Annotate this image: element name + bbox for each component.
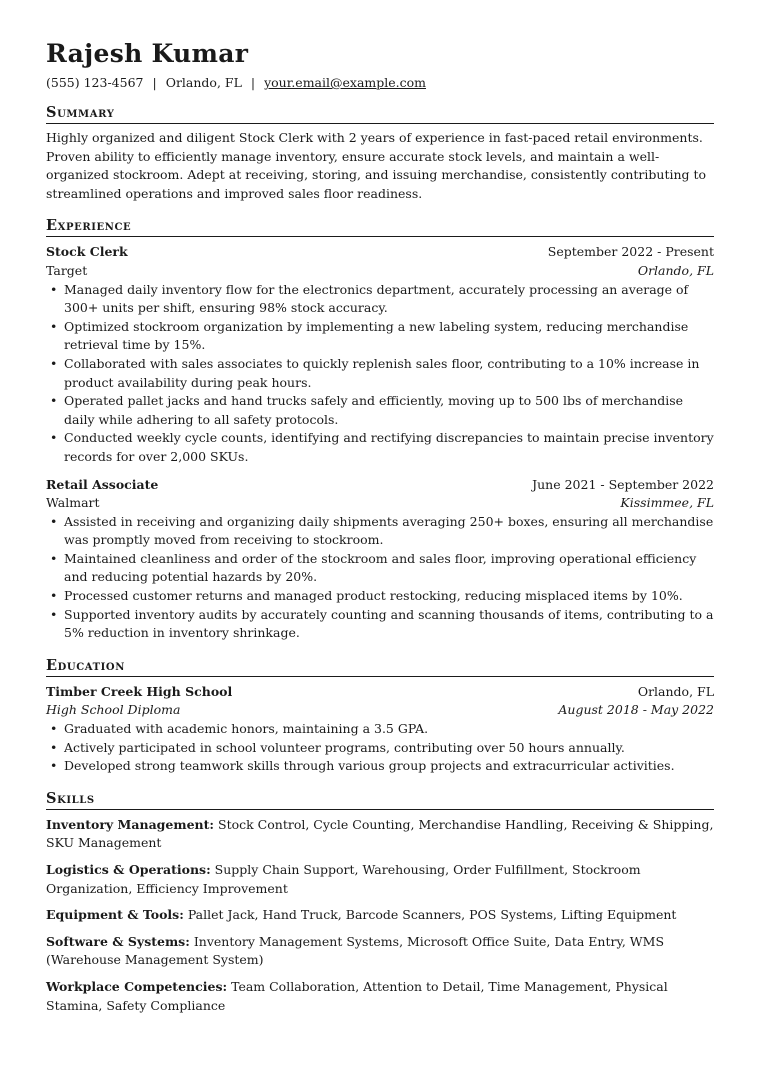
email-link[interactable]: your.email@example.com	[264, 75, 427, 90]
education-section	[46, 657, 714, 776]
contact-separator: |	[152, 75, 157, 90]
job-header	[46, 476, 714, 495]
education-dates: August 2018 - May 2022	[558, 702, 714, 718]
job-company: Walmart	[46, 495, 100, 511]
skill-value: Supply Chain Support, Warehousing, Order Fulfillment, Stockroom Organization, Efficiency Improvement	[46, 862, 641, 896]
bullet-item: • Collaborated with sales associates to quickly replenish sales floor, contributing to a 10% increase in product availability during peak hours.	[46, 355, 714, 392]
skill-label: Logistics & Operations:	[46, 862, 211, 877]
degree: High School Diploma	[46, 702, 181, 718]
job-company: Target	[46, 262, 88, 278]
education-subheader	[46, 701, 714, 720]
job-location: Orlando, FL	[637, 262, 714, 278]
skill-value: Team Collaboration, Attention to Detail, Time Management, Physical Stamina, Safety Compliance	[46, 978, 668, 1013]
education-entry	[46, 683, 714, 776]
education-header	[46, 683, 714, 702]
bullet-item: • Graduated with academic honors, maintaining a 3.5 GPA.	[46, 720, 714, 739]
job-entry	[46, 476, 714, 643]
bullet-item: • Actively participated in school volunteer programs, contributing over 50 hours annually.	[46, 739, 714, 758]
skill-row	[46, 816, 714, 853]
job-header	[46, 243, 714, 262]
bullet-item: • Conducted weekly cycle counts, identifying and rectifying discrepancies to maintain precise inventory records for over 2,000 SKUs.	[46, 429, 714, 466]
job-role: Retail Associate	[46, 476, 159, 492]
job-bullets	[46, 513, 714, 643]
section-title-education: Education	[46, 657, 714, 677]
candidate-name: Rajesh Kumar	[46, 39, 249, 68]
skills-section	[46, 790, 714, 1015]
job-subheader	[46, 262, 714, 281]
experience-section	[46, 217, 714, 642]
job-bullets	[46, 281, 714, 467]
bullet-item: • Supported inventory audits by accurately counting and scanning thousands of items, contributing to a 5% reduction in inventory shrinkage.	[46, 606, 714, 643]
summary-text: Highly organized and diligent Stock Clerk with 2 years of experience in fast-paced retail environments. Proven ability to efficiently manage inventory, ensure accurate stock levels, and maintain a well-organized stockroom. Adept at receiving, storing, and issuing merchandise, consistently contributing to streamlined operations and improved sales floor readiness.	[46, 130, 707, 201]
job-subheader	[46, 494, 714, 513]
skill-row	[46, 933, 714, 970]
skill-row	[46, 978, 714, 1015]
location: Orlando, FL	[165, 75, 242, 90]
skill-value: Pallet Jack, Hand Truck, Barcode Scanners, POS Systems, Lifting Equipment	[187, 907, 677, 923]
skill-value: Inventory Management Systems, Microsoft Office Suite, Data Entry, WMS (Warehouse Management System)	[46, 933, 665, 968]
bullet-item: • Maintained cleanliness and order of the stockroom and sales floor, improving operational efficiency and reducing potential hazards by 20%.	[46, 550, 714, 587]
job-entry	[46, 243, 714, 466]
skill-value: Stock Control, Cycle Counting, Merchandise Handling, Receiving & Shipping, SKU Management	[46, 816, 714, 851]
skill-row	[46, 861, 714, 898]
section-title-experience: Experience	[46, 217, 714, 237]
bullet-item: • Assisted in receiving and organizing daily shipments averaging 250+ boxes, ensuring all merchandise was promptly moved from receiving to stockroom.	[46, 513, 714, 550]
bullet-item: • Developed strong teamwork skills through various group projects and extracurricular activities.	[46, 757, 714, 776]
school-name: Timber Creek High School	[46, 683, 233, 699]
bullet-item: • Managed daily inventory flow for the electronics department, accurately processing an average of 300+ units per shift, ensuring 98% stock accuracy.	[46, 281, 714, 318]
contact-line	[46, 75, 714, 91]
job-role: Stock Clerk	[46, 244, 128, 260]
bullet-item: • Optimized stockroom organization by implementing a new labeling system, reducing merchandise retrieval time by 15%.	[46, 318, 714, 355]
skill-label: Software & Systems:	[46, 933, 190, 949]
skill-label: Workplace Competencies:	[46, 978, 228, 994]
education-bullets	[46, 720, 714, 776]
skill-label: Equipment & Tools:	[46, 907, 184, 923]
school-location: Orlando, FL	[637, 683, 714, 699]
section-title-skills: Skills	[46, 790, 714, 810]
job-dates: September 2022 - Present	[547, 244, 714, 260]
summary-section	[46, 104, 714, 203]
job-dates: June 2021 - September 2022	[532, 476, 714, 492]
contact-separator: |	[250, 75, 256, 90]
skill-label: Inventory Management:	[46, 816, 215, 832]
section-title-summary: Summary	[46, 104, 714, 124]
job-location: Kissimmee, FL	[620, 495, 714, 511]
phone-number: (555) 123-4567	[46, 75, 144, 90]
skill-row	[46, 906, 714, 925]
bullet-item: • Processed customer returns and managed product restocking, reducing misplaced items by 10%.	[46, 587, 714, 606]
bullet-item: • Operated pallet jacks and hand trucks safely and efficiently, moving up to 500 lbs of merchandise daily while adhering to all safety protocols.	[46, 392, 714, 429]
